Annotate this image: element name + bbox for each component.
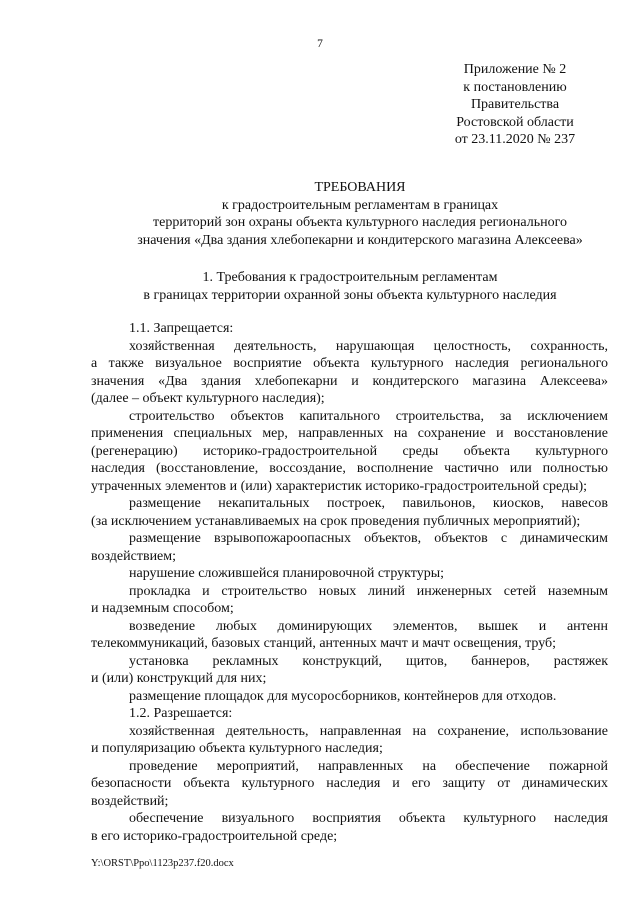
paragraph-line: нарушение сложившейся планировочной структуры; [129,566,444,581]
paragraph-line: прокладка и строительство новых линий инженерных сетей наземным [129,583,608,599]
paragraph [91,565,608,583]
paragraph-line: размещение взрывопожароопасных объектов, объектов с динамическим [129,531,608,546]
paragraph-line: (за исключением устанавливаемых на срок проведения публичных мероприятий); [91,513,581,529]
appendix-line: от 23.11.2020 № 237 [454,132,576,147]
title-line: территорий зон охраны объекта культурного наследия регионального [153,215,567,230]
paragraph-line: наследия (восстановление, воссоздание, восполнение частично или полностью [91,461,608,476]
paragraph [91,583,608,618]
page-number: 7 [317,38,323,50]
paragraph-line: телекоммуникаций, базовых станций, антенных мачт и мачт освещения, труб; [91,636,557,651]
paragraph-line: строительство объектов капитального строительства, за исключением [129,408,608,424]
paragraph-line: (регенерацию) историко-градостроительной среды объекта культурного [91,443,608,459]
paragraph [91,530,608,565]
paragraph-line: утраченных элементов и (или) характеристик историко-градостроительной среды); [91,478,588,494]
document-title [40,179,640,249]
paragraph-line: 1.2. Разрешается: [129,706,233,721]
paragraph-line: (далее – объект культурного наследия); [91,391,325,406]
appendix-line: Правительства [470,97,560,112]
paragraph-line: значения «Два здания хлебопекарни и кондитерского магазина Алексеева» [91,373,608,389]
section-heading-line: 1. Требования к градостроительным регламентам [202,270,498,285]
paragraph-line: воздействий; [91,793,169,809]
paragraph-line: хозяйственная деятельность, направленная на сохранение, использование [129,723,608,739]
paragraph-line: проведение мероприятий, направленных на обеспечение пожарной [129,758,608,774]
paragraph [91,705,608,723]
paragraph-line: хозяйственная деятельность, нарушающая целостность, сохранность, [129,338,608,354]
paragraph-line: 1.1. Запрещается: [129,321,234,336]
body-text [91,320,608,845]
section-heading-line: в границах территории охранной зоны объекта культурного наследия [143,287,557,303]
paragraph [91,320,608,338]
paragraph [91,758,608,811]
paragraph-line: установка рекламных конструкций, щитов, баннеров, растяжек [129,653,608,669]
paragraph-line: и (или) конструкций для них; [91,671,267,686]
section-heading [30,269,640,304]
paragraph-line: обеспечение визуального восприятия объекта культурного наследия [129,811,608,826]
paragraph-line: безопасности объекта культурного наследия и его защиту от динамических [91,776,608,791]
appendix-line: Ростовской области [456,114,574,130]
paragraph-line: воздействием; [91,548,177,564]
appendix-line: Приложение № 2 [463,62,567,77]
paragraph [91,338,608,408]
paragraph-line: размещение площадок для мусоросборников, контейнеров для отходов. [129,688,557,704]
paragraph [91,653,608,688]
title-line: значения «Два здания хлебопекарни и кондитерского магазина Алексеева» [137,232,583,248]
appendix-note [430,61,600,149]
paragraph-line: и популяризацию объекта культурного наследия; [91,741,383,756]
paragraph [91,408,608,496]
paragraph-line: возведение любых доминирующих элементов, вышек и антенн [129,618,608,634]
paragraph [91,495,608,530]
file-path-footer: Y:\ORST\Ppo\1123p237.f20.docx [91,858,234,869]
paragraph [91,688,608,706]
paragraph-line: применения специальных мер, направленных на сохранение и восстановление [91,426,608,441]
appendix-line: к постановлению [463,79,567,95]
title-heading: ТРЕБОВАНИЯ [314,180,406,195]
paragraph-line: в его историко-градостроительной среде; [91,828,338,844]
paragraph-line: размещение некапитальных построек, павильонов, киосков, навесов [129,496,608,511]
paragraph-line: и надземным способом; [91,601,234,616]
paragraph [91,723,608,758]
paragraph-line: а также визуальное восприятие объекта культурного наследия регионального [91,356,608,371]
paragraph [91,810,608,845]
title-line: к градостроительным регламентам в границах [221,197,499,213]
paragraph [91,618,608,653]
